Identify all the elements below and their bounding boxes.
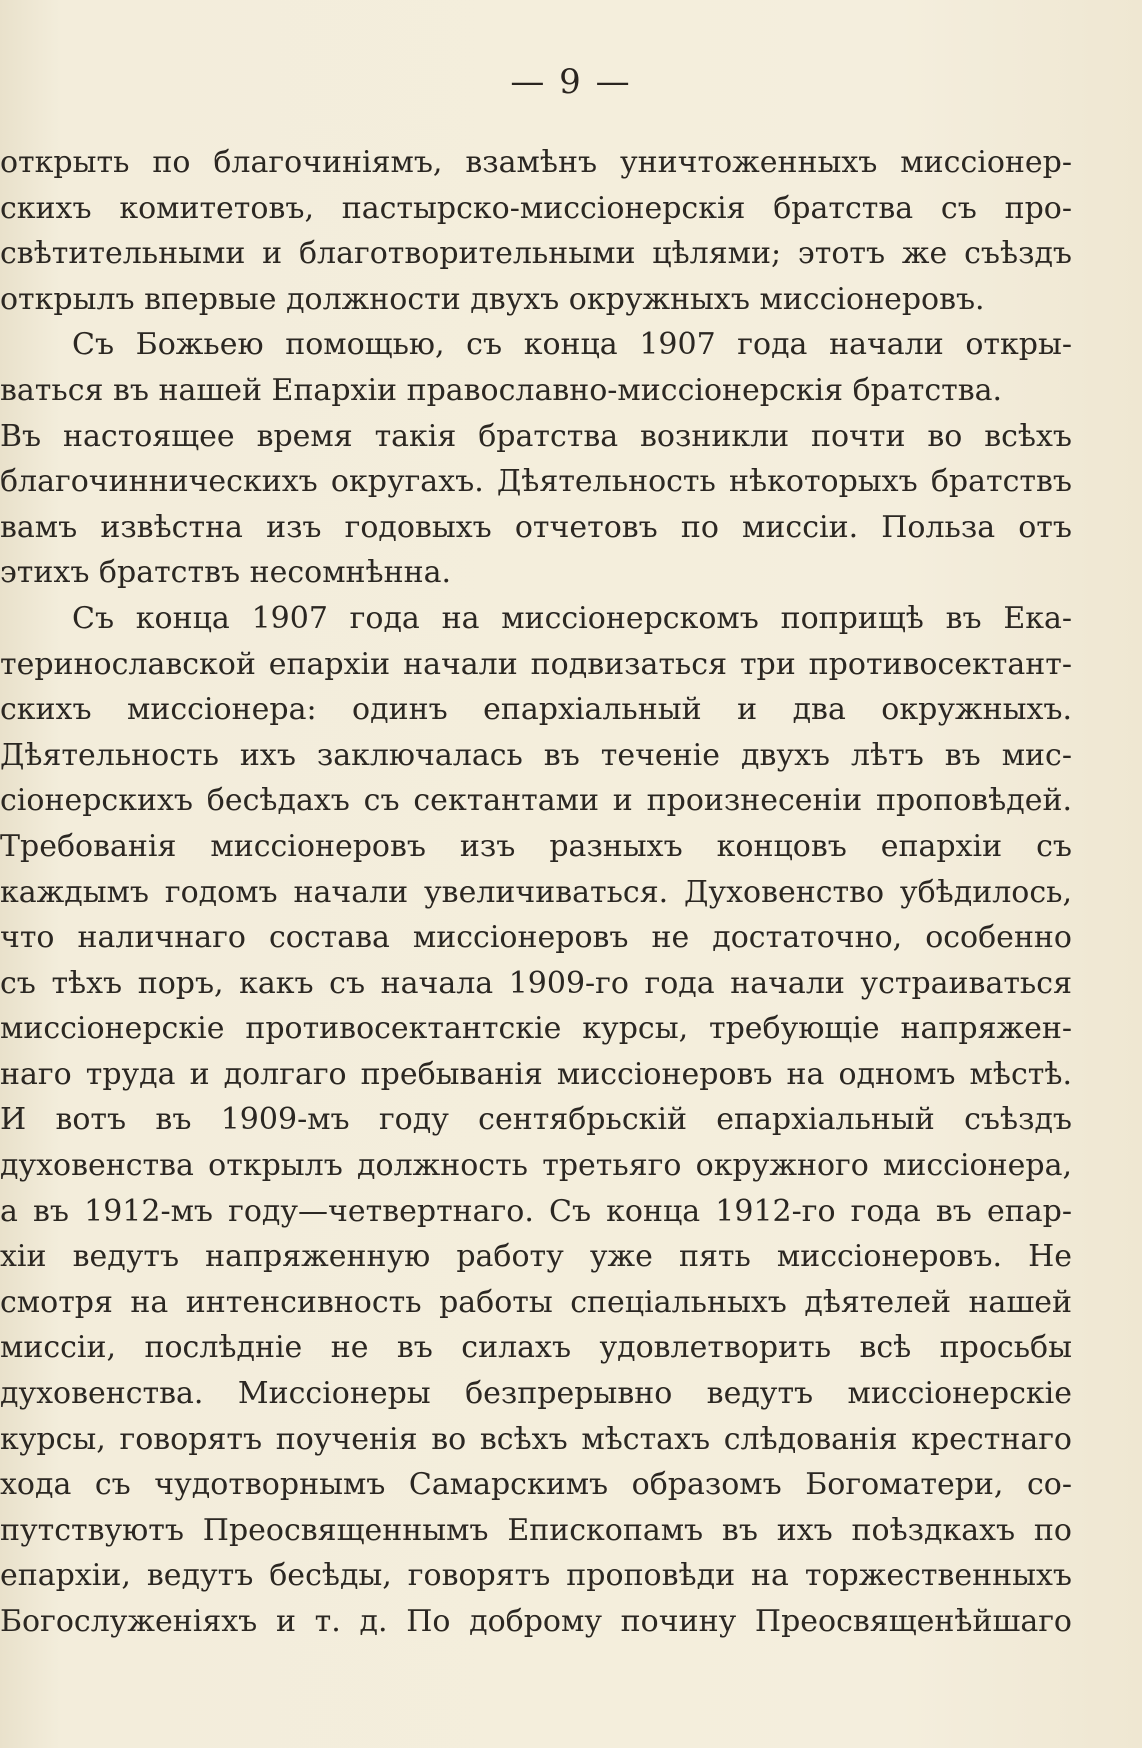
text-line: скихъ комитетовъ, пастырско-миссіонерскія братства съ про- [0, 190, 1072, 226]
text-line: сіонерскихъ бесѣдахъ съ сектантами и произнесеніи проповѣдей. [0, 783, 1072, 819]
text-line: курсы, говорятъ поученія во всѣхъ мѣстахъ слѣдованія крестнаго [0, 1421, 1072, 1457]
text-line: Съ Божьею помощью, съ конца 1907 года начали откры- [72, 327, 1072, 363]
text-line: а въ 1912-мъ году—четвертнаго. Съ конца 1912-го года въ епар- [0, 1193, 1072, 1229]
text-line: хіи ведутъ напряженную работу уже пять миссіонеровъ. Не [0, 1239, 1072, 1275]
text-line: Богослуженіяхъ и т. д. По доброму почину Преосвященѣйшаго [0, 1604, 1072, 1639]
text-line: путствуютъ Преосвященнымъ Епископамъ въ ихъ поѣздкахъ по [0, 1512, 1072, 1548]
text-line: свѣтительными и благотворительными цѣлями; этотъ же съѣздъ [0, 236, 1072, 272]
text-line: теринославской епархіи начали подвизаться три противосектант- [0, 646, 1072, 682]
text-line: вамъ извѣстна изъ годовыхъ отчетовъ по миссіи. Польза отъ [0, 509, 1072, 545]
text-line: хода съ чудотворнымъ Самарскимъ образомъ Богоматери, со- [0, 1467, 1072, 1503]
text-line: этихъ братствъ несомнѣнна. [0, 555, 452, 591]
page-number: — 9 — [510, 62, 632, 102]
text-line: каждымъ годомъ начали увеличиваться. Духовенство убѣдилось, [0, 874, 1072, 910]
text-line: И вотъ въ 1909-мъ году сентябрьскій епархіальный съѣздъ [0, 1102, 1072, 1138]
text-line: духовенства. Миссіонеры безпрерывно ведутъ миссіонерскіе [0, 1376, 1072, 1412]
text-line: миссіонерскіе противосектантскіе курсы, требующіе напряжен- [0, 1011, 1072, 1047]
text-line: миссіи, послѣдніе не въ силахъ удовлетворить всѣ просьбы [0, 1330, 1072, 1366]
text-line: Съ конца 1907 года на миссіонерскомъ поприщѣ въ Ека- [72, 600, 1072, 636]
text-line: епархіи, ведутъ бесѣды, говорятъ проповѣди на торжественныхъ [0, 1558, 1072, 1594]
text-line: Требованія миссіонеровъ изъ разныхъ концовъ епархіи съ [0, 828, 1072, 864]
text-line: ваться въ нашей Епархіи православно-миссіонерскія братства. [0, 372, 1003, 408]
text-line: съ тѣхъ поръ, какъ съ начала 1909-го года начали устраиваться [0, 965, 1072, 1001]
body-text [0, 140, 1072, 1645]
text-line: благочинническихъ округахъ. Дѣятельность нѣкоторыхъ братствъ [0, 464, 1072, 500]
text-line: открылъ впервые должности двухъ окружныхъ миссіонеровъ. [0, 281, 985, 317]
text-line: наго труда и долгаго пребыванія миссіонеровъ на одномъ мѣстѣ. [0, 1056, 1072, 1092]
text-line: что наличнаго состава миссіонеровъ не достаточно, особенно [0, 920, 1072, 956]
text-line: духовенства открылъ должность третьяго окружного миссіонера, [0, 1148, 1072, 1184]
text-line: открыть по благочиніямъ, взамѣнъ уничтоженныхъ миссіонер- [0, 145, 1072, 180]
text-line: Въ настоящее время такія братства возникли почти во всѣхъ [0, 418, 1072, 454]
text-line: смотря на интенсивность работы спеціальныхъ дѣятелей нашей [0, 1284, 1072, 1320]
text-line: Дѣятельность ихъ заключалась въ теченіе двухъ лѣтъ въ мис- [0, 737, 1072, 773]
text-line: скихъ миссіонера: одинъ епархіальный и два окружныхъ. [0, 692, 1072, 728]
